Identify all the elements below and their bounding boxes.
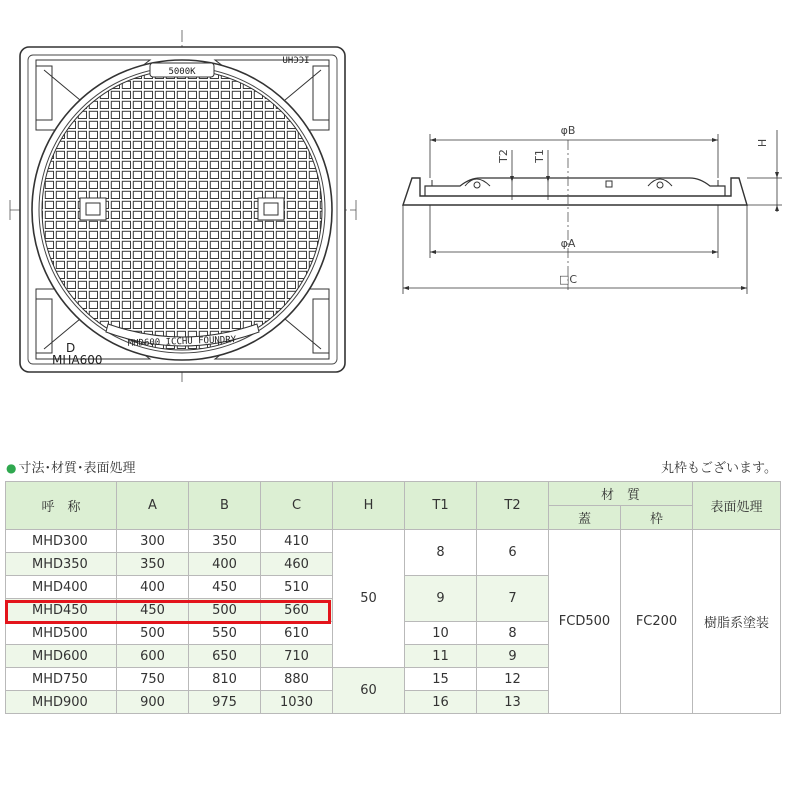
- row-name: MHD900: [6, 691, 117, 714]
- row-a: 450: [117, 599, 189, 622]
- row-a: 750: [117, 668, 189, 691]
- header-surface: 表面処理: [693, 482, 781, 530]
- surface-treatment: 樹脂系塗装: [693, 530, 781, 714]
- row-c: 560: [261, 599, 333, 622]
- brand-text: ICCHU: [282, 56, 310, 66]
- cover-marking-text: MHD600 ICCHU FOUNDRY: [127, 335, 237, 349]
- t2-value: 8: [477, 622, 549, 645]
- row-c: 1030: [261, 691, 333, 714]
- row-b: 550: [189, 622, 261, 645]
- row-b: 650: [189, 645, 261, 668]
- header-c: C: [261, 482, 333, 530]
- letter-d: D: [66, 341, 76, 355]
- row-name: MHD750: [6, 668, 117, 691]
- dim-phi-a: φA: [560, 237, 576, 250]
- t1-value: 10: [405, 622, 477, 645]
- row-c: 710: [261, 645, 333, 668]
- row-a: 600: [117, 645, 189, 668]
- dim-c: □C: [558, 273, 578, 286]
- row-name: MHD300: [6, 530, 117, 553]
- t2-value: 12: [477, 668, 549, 691]
- row-c: 610: [261, 622, 333, 645]
- row-name: MHD400: [6, 576, 117, 599]
- t2-value: 7: [477, 576, 549, 622]
- section-title: [6, 457, 136, 476]
- row-name: MHD600: [6, 645, 117, 668]
- dim-t1: T1: [533, 149, 546, 163]
- t1-value: 9: [405, 576, 477, 622]
- t1-value: 15: [405, 668, 477, 691]
- row-b: 350: [189, 530, 261, 553]
- row-a: 500: [117, 622, 189, 645]
- dim-phi-b: φB: [560, 124, 576, 137]
- t2-value: 13: [477, 691, 549, 714]
- h-value-60: 60: [333, 668, 405, 714]
- t1-value: 8: [405, 530, 477, 576]
- cover-code-text: 5000K: [168, 67, 196, 77]
- header-lid: 蓋: [549, 506, 621, 530]
- row-a: 350: [117, 553, 189, 576]
- t2-value: 9: [477, 645, 549, 668]
- row-b: 450: [189, 576, 261, 599]
- h-value-50: 50: [333, 530, 405, 668]
- table-row: [6, 530, 781, 553]
- round-frame-note: 丸枠もございます。: [661, 461, 777, 476]
- lid-material: FCD500: [549, 530, 621, 714]
- row-b: 975: [189, 691, 261, 714]
- header-h: H: [333, 482, 405, 530]
- section-title-text: 寸法･材質･表面処理: [18, 461, 136, 476]
- row-b: 400: [189, 553, 261, 576]
- header-material: 材 質: [549, 482, 693, 506]
- row-name: MHD450: [6, 599, 117, 622]
- header-a: A: [117, 482, 189, 530]
- model-mark: MHA600: [52, 353, 103, 367]
- row-c: 410: [261, 530, 333, 553]
- row-c: 510: [261, 576, 333, 599]
- header-name: 呼 称: [6, 482, 117, 530]
- spec-table: [5, 481, 781, 714]
- row-a: 300: [117, 530, 189, 553]
- dim-t2: T2: [497, 149, 510, 163]
- section-view: [403, 130, 782, 294]
- row-name: MHD350: [6, 553, 117, 576]
- row-c: 880: [261, 668, 333, 691]
- t1-value: 16: [405, 691, 477, 714]
- t1-value: 11: [405, 645, 477, 668]
- green-bullet-icon: ●: [6, 461, 17, 475]
- row-a: 900: [117, 691, 189, 714]
- t2-value: 6: [477, 530, 549, 576]
- header-frame: 枠: [621, 506, 693, 530]
- row-name: MHD500: [6, 622, 117, 645]
- frame-material: FC200: [621, 530, 693, 714]
- header-t1: T1: [405, 482, 477, 530]
- row-b: 810: [189, 668, 261, 691]
- row-a: 400: [117, 576, 189, 599]
- row-c: 460: [261, 553, 333, 576]
- header-t2: T2: [477, 482, 549, 530]
- dim-h: H: [756, 138, 769, 148]
- plan-view: [10, 30, 356, 384]
- header-b: B: [189, 482, 261, 530]
- row-b: 500: [189, 599, 261, 622]
